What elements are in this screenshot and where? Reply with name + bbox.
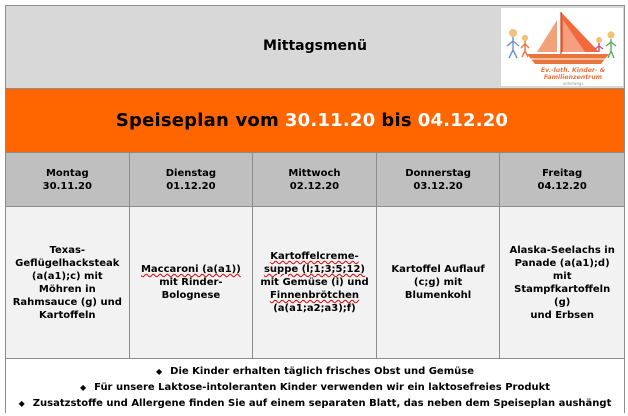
note-item xyxy=(6,380,624,396)
meal-line: (a(a1;a2;a3);f) xyxy=(273,303,356,314)
logo-line-3: unterwegs xyxy=(562,81,584,86)
banner-start-date: 30.11.20 xyxy=(284,110,376,131)
day-date: 03.12.20 xyxy=(413,180,463,192)
meal-line: Finnenbrötchen xyxy=(269,290,360,301)
note-item xyxy=(6,396,624,412)
meal-wednesday xyxy=(253,207,377,358)
menu-period-banner xyxy=(6,89,624,153)
diamond-bullet-icon: ◆ xyxy=(156,367,163,376)
meal-line: Möhren in xyxy=(38,283,96,295)
meal-line: Panade (a(a1);d) xyxy=(514,257,610,269)
meal-line: und Erbsen xyxy=(530,309,594,321)
meal-line: Maccaroni (a(a1)) xyxy=(140,264,241,275)
meal-line: Kartoffeln xyxy=(39,309,96,321)
menu-header xyxy=(6,6,624,89)
diamond-bullet-icon: ◆ xyxy=(79,383,87,392)
banner-connector: bis xyxy=(381,110,412,131)
meal-line: Kartoffelcreme- xyxy=(270,251,359,262)
day-name: Freitag xyxy=(542,167,583,179)
menu-notes xyxy=(6,359,624,413)
banner-end-date: 04.12.20 xyxy=(417,110,509,131)
day-tuesday xyxy=(130,153,254,206)
logo-line-1: Ev.-luth. Kinder- & xyxy=(540,67,606,74)
diamond-bullet-icon: ◆ xyxy=(18,399,25,408)
day-wednesday xyxy=(253,153,377,206)
meal-line: Blumenkohl xyxy=(404,290,472,301)
meal-line: Stampfkartoffeln (g) xyxy=(514,283,611,308)
day-date: 02.12.20 xyxy=(289,180,340,192)
menu-sheet xyxy=(5,5,625,413)
note-text: Zusatzstoffe und Allergene finden Sie auf einem separaten Blatt, das neben dem Speiseplan aushängt xyxy=(32,398,612,409)
day-date: 30.11.20 xyxy=(42,180,92,192)
day-name: Montag xyxy=(45,167,89,179)
logo-line-2: Familienzentrum xyxy=(543,74,603,81)
day-name: Donnerstag xyxy=(405,167,471,179)
day-date: 01.12.20 xyxy=(166,180,216,192)
day-friday xyxy=(500,153,624,206)
note-text: Die Kinder erhalten täglich frisches Obst und Gemüse xyxy=(170,366,474,377)
meal-line: Rahmsauce (g) und xyxy=(12,296,122,308)
sailboat-family-logo-icon xyxy=(501,8,623,86)
meal-monday xyxy=(6,207,130,358)
day-thursday xyxy=(377,153,501,206)
banner-prefix: Speiseplan vom xyxy=(115,110,279,131)
meal-line: Geflügelhacksteak xyxy=(15,257,120,269)
note-item xyxy=(6,364,624,380)
meal-line: (a(a1);c) mit xyxy=(31,270,103,282)
meal-row xyxy=(6,207,624,359)
meal-line: Bolognese xyxy=(161,290,221,301)
meal-thursday xyxy=(377,207,501,358)
note-text: Für unsere Laktose-intoleranten Kinder verwenden wir ein laktosefreies Produkt xyxy=(94,382,551,393)
meal-tuesday xyxy=(130,207,254,358)
meal-friday xyxy=(500,207,624,358)
meal-line: Alaska-Seelachs in xyxy=(509,244,615,256)
kinderzentrum-logo xyxy=(501,8,623,86)
meal-line: mit Gemüse (i) und xyxy=(260,277,369,288)
day-name: Dienstag xyxy=(165,167,217,179)
day-monday xyxy=(6,153,130,206)
meal-line: suppe (l;1;3;5;12) xyxy=(263,264,365,275)
day-name: Mittwoch xyxy=(288,167,341,179)
meal-line: (c;g) mit xyxy=(413,277,463,288)
page-title: Mittagsmenü xyxy=(263,38,367,54)
meal-line: Texas- xyxy=(49,244,86,256)
day-date: 04.12.20 xyxy=(537,180,587,192)
meal-line: Kartoffel Auflauf xyxy=(391,264,485,275)
meal-line: mit xyxy=(552,270,572,282)
weekday-header-row xyxy=(6,153,624,207)
meal-line: mit Rinder- xyxy=(159,277,223,288)
